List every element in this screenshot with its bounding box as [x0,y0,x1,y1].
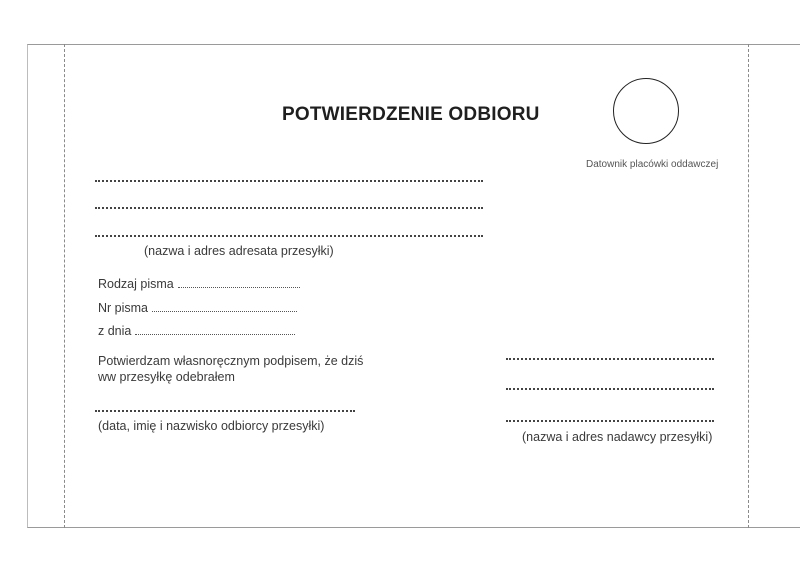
doc-type-dots[interactable] [178,287,300,288]
doc-number-dots[interactable] [152,311,297,312]
postmark-caption: Datownik placówki oddawczej [586,159,719,170]
doc-type-label: Rodzaj pisma [98,277,174,291]
doc-number-label: Nr pisma [98,301,149,315]
date-field[interactable] [98,324,295,338]
acknowledgement-line-2: ww przesyłkę odebrałem [98,370,235,384]
addressee-line-1[interactable] [95,180,483,182]
recipient-signature-line[interactable] [95,410,355,412]
perforation-line-right [748,44,749,528]
addressee-line-3[interactable] [95,235,483,237]
sender-line-2[interactable] [506,388,714,390]
sender-line-1[interactable] [506,358,714,360]
addressee-line-2[interactable] [95,207,483,209]
addressee-caption: (nazwa i adres adresata przesyłki) [144,244,334,258]
sender-line-3[interactable] [506,420,714,422]
perforation-line-left [64,44,65,528]
acknowledgement-line-1: Potwierdzam własnoręcznym podpisem, że dziś [98,354,364,368]
doc-type-field[interactable] [98,277,300,291]
acknowledgement-text [98,353,363,385]
postmark-stamp-circle [613,78,679,144]
sender-caption: (nazwa i adres nadawcy przesyłki) [522,430,713,444]
form-title: POTWIERDZENIE ODBIORU [282,104,540,125]
doc-number-field[interactable] [98,301,297,315]
recipient-signature-caption: (data, imię i nazwisko odbiorcy przesyłki) [98,419,325,433]
date-label: z dnia [98,324,132,338]
date-dots[interactable] [135,334,295,335]
